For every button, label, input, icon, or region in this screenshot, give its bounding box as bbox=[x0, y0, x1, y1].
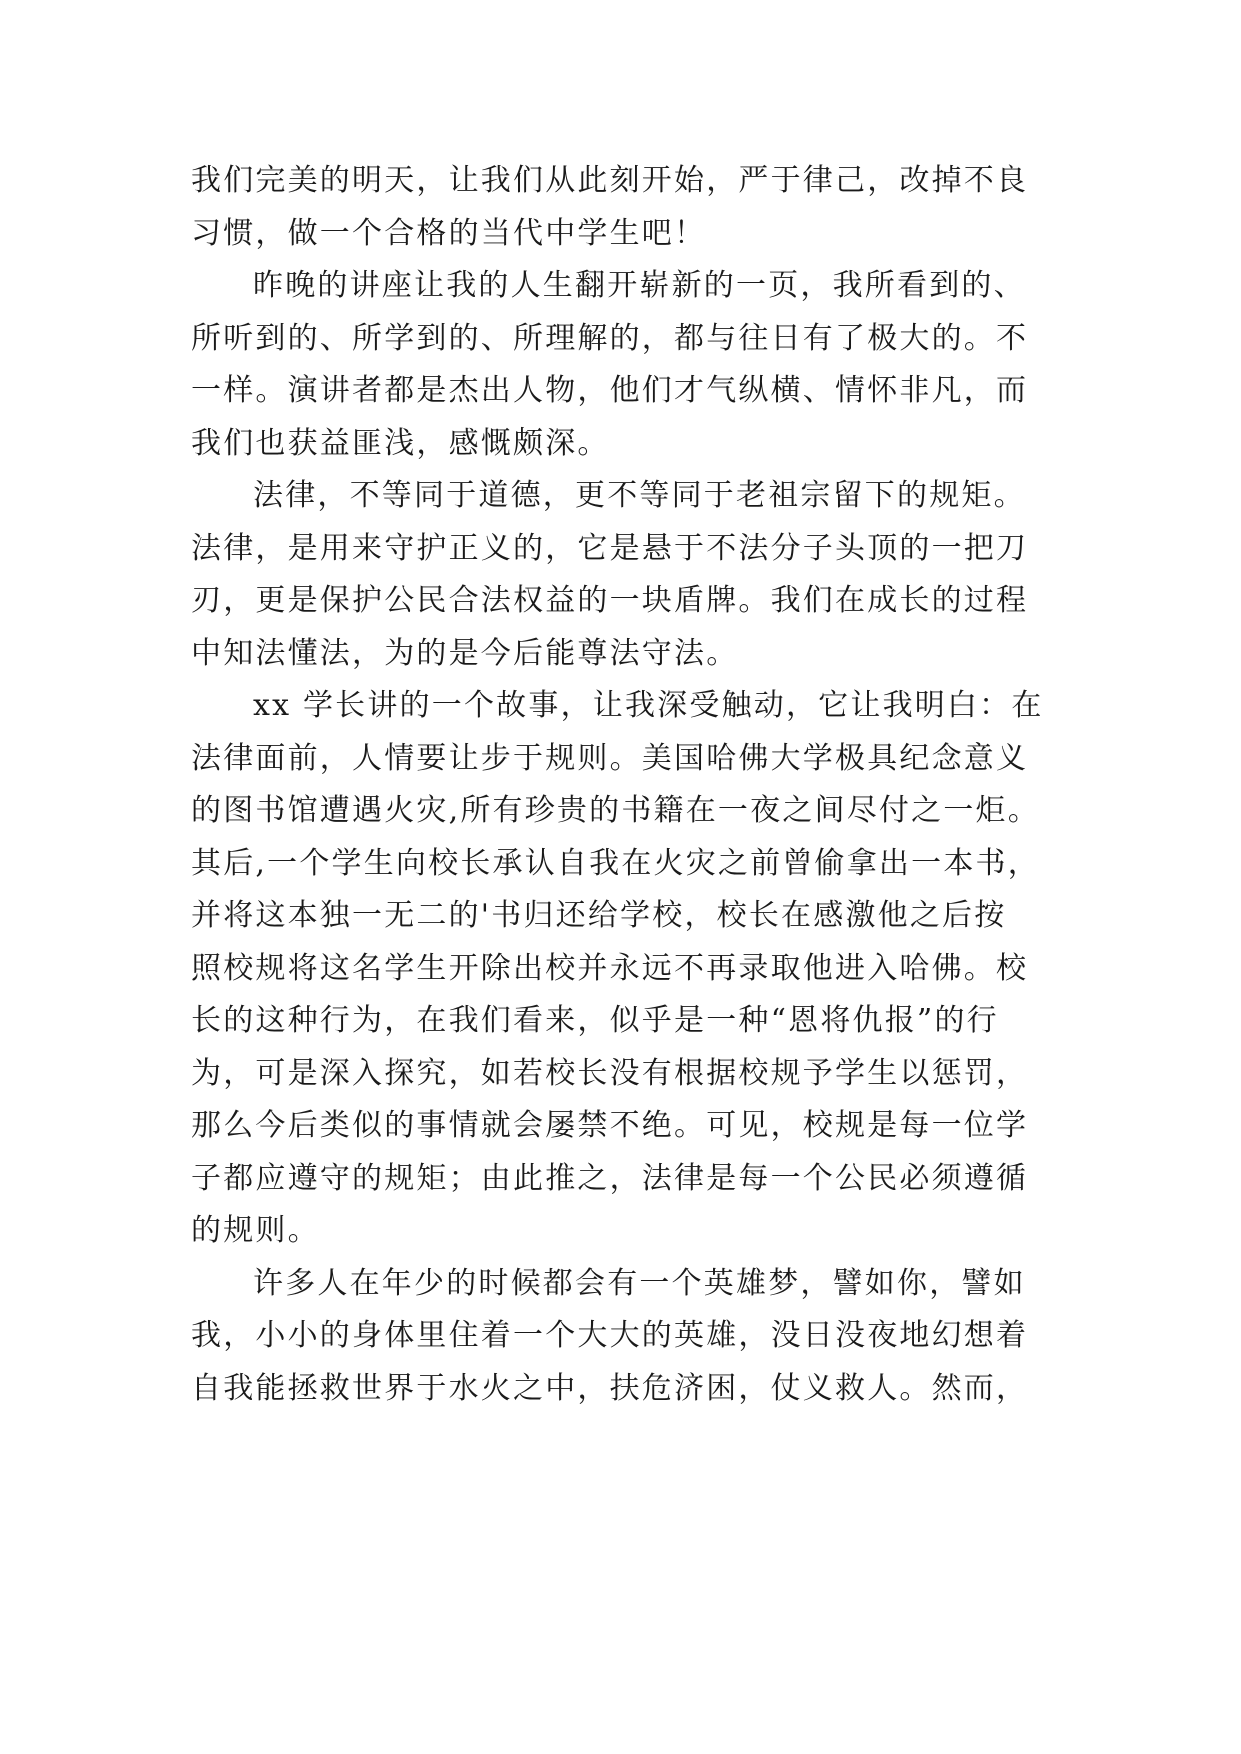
text-line: 长的这种行为，在我们看来，似乎是一种“恩将仇报”的行 bbox=[191, 1003, 999, 1038]
text-line: 一样。演讲者都是杰出人物，他们才气纵横、情怀非凡，而 bbox=[191, 373, 1029, 408]
text-line: 我们完美的明天，让我们从此刻开始，严于律己，改掉不良 bbox=[191, 163, 1029, 198]
text-line: 子都应遵守的规矩；由此推之，法律是每一个公民必须遵循 bbox=[191, 1160, 1029, 1196]
text-line: 的图书馆遭遇火灾,所有珍贵的书籍在一夜之间尽付之一炬。 bbox=[191, 793, 1040, 828]
paragraph bbox=[191, 1258, 1059, 1416]
paragraph bbox=[191, 155, 1059, 260]
text-line: 我，小小的身体里住着一个大大的英雄，没日没夜地幻想着 bbox=[191, 1318, 1029, 1353]
text-line: xx 学长讲的一个故事，让我深受触动，它让我明白：在 bbox=[253, 688, 1044, 723]
text-line: 自我能拯救世界于水火之中，扶危济困，仗义救人。然而， bbox=[191, 1370, 1029, 1406]
paragraph bbox=[191, 470, 1059, 680]
text-line: 我们也获益匪浅，感慨颇深。 bbox=[191, 425, 610, 461]
text-line: 法律，是用来守护正义的，它是悬于不法分子头顶的一把刀 bbox=[191, 530, 1029, 566]
document-body bbox=[191, 155, 1059, 1415]
text-line: 为，可是深入探究，如若校长没有根据校规予学生以惩罚， bbox=[191, 1055, 1029, 1091]
text-line: 昨晚的讲座让我的人生翻开崭新的一页，我所看到的、 bbox=[253, 268, 1026, 303]
text-line: 所听到的、所学到的、所理解的，都与往日有了极大的。不 bbox=[191, 320, 1029, 356]
paragraph bbox=[191, 260, 1059, 470]
text-line: 习惯，做一个合格的当代中学生吧！ bbox=[191, 215, 707, 251]
text-line: 照校规将这名学生开除出校并永远不再录取他进入哈佛。校 bbox=[191, 950, 1029, 986]
text-line: 中知法懂法，为的是今后能尊法守法。 bbox=[191, 635, 739, 671]
paragraph bbox=[191, 680, 1059, 1258]
text-line: 那么今后类似的事情就会屡禁不绝。可见，校规是每一位学 bbox=[191, 1108, 1029, 1143]
text-line: 其后,一个学生向校长承认自我在火灾之前曾偷拿出一本书， bbox=[191, 845, 1040, 881]
text-line: 并将这本独一无二的'书归还给学校，校长在感激他之后按 bbox=[191, 898, 1007, 933]
text-line: 的规则。 bbox=[191, 1213, 320, 1248]
text-line: 刃，更是保护公民合法权益的一块盾牌。我们在成长的过程 bbox=[191, 583, 1029, 618]
text-line: 法律，不等同于道德，更不等同于老祖宗留下的规矩。 bbox=[253, 478, 1026, 513]
text-line: 法律面前，人情要让步于规则。美国哈佛大学极具纪念意义 bbox=[191, 740, 1029, 776]
text-line: 许多人在年少的时候都会有一个英雄梦，譬如你，譬如 bbox=[253, 1265, 1026, 1301]
